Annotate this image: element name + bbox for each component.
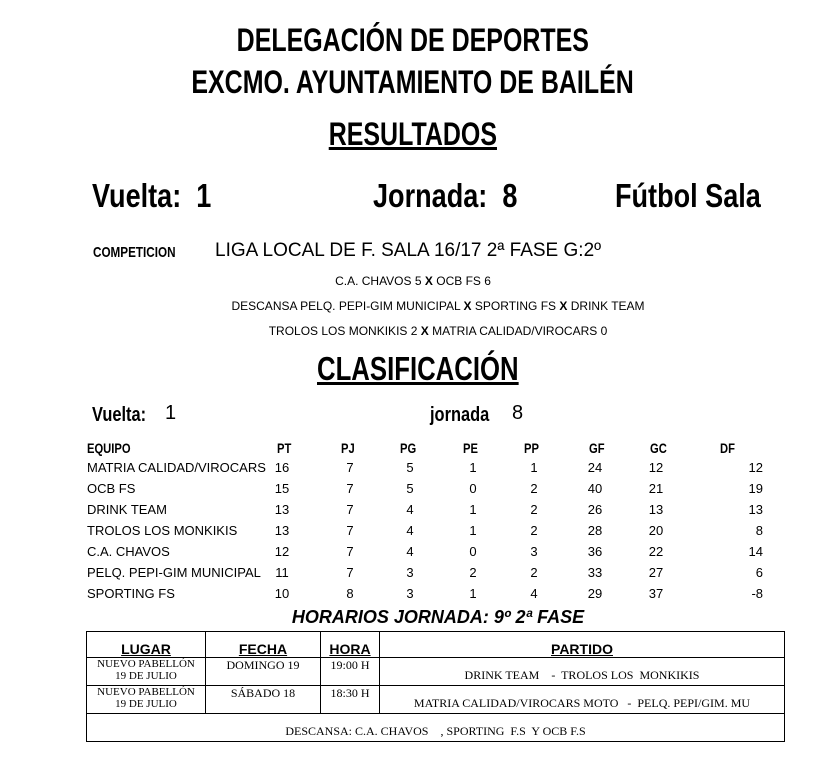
cell-pe: 2 bbox=[469, 565, 477, 580]
cell-pj: 7 bbox=[346, 481, 354, 496]
schedule-title: HORARIOS JORNADA: 9º 2ª FASE bbox=[291, 607, 585, 627]
results-title: RESULTADOS bbox=[328, 116, 498, 152]
header-line-2: EXCMO. AYUNTAMIENTO DE BAILÉN bbox=[191, 64, 635, 100]
cell-pt: 13 bbox=[274, 502, 290, 517]
cell-gc: 22 bbox=[648, 544, 664, 559]
team-name: PELQ. PEPI-GIM MUNICIPAL bbox=[87, 565, 261, 580]
cell-df: 8 bbox=[755, 523, 763, 538]
standings-row bbox=[87, 542, 787, 563]
team-name: TROLOS LOS MONKIKIS bbox=[87, 523, 238, 538]
cell-pg: 5 bbox=[406, 481, 414, 496]
result-line: TROLOS LOS MONKIKIS 2 X MATRIA CALIDAD/VIROCARS 0 bbox=[268, 324, 608, 338]
col-header-pj: PJ bbox=[341, 440, 355, 456]
team-name: OCB FS bbox=[87, 481, 136, 496]
cell-pj: 7 bbox=[346, 544, 354, 559]
col-header-pe: PE bbox=[463, 440, 478, 456]
cell-pg: 5 bbox=[406, 460, 414, 475]
cell-pe: 0 bbox=[469, 544, 477, 559]
schedule-col-fecha: FECHA bbox=[206, 632, 321, 658]
standings-vuelta-value: 1 bbox=[165, 402, 177, 424]
header-line-1: DELEGACIÓN DE DEPORTES bbox=[236, 22, 590, 58]
col-header-pt: PT bbox=[277, 440, 292, 456]
team-name: SPORTING FS bbox=[87, 586, 175, 601]
cell-pp: 3 bbox=[530, 544, 538, 559]
standings-table bbox=[87, 438, 787, 605]
cell-gf: 28 bbox=[587, 523, 603, 538]
cell-pt: 10 bbox=[274, 586, 290, 601]
cell-pt: 12 bbox=[274, 544, 290, 559]
cell-df: 6 bbox=[755, 565, 763, 580]
schedule-fecha: SÁBADO 18 bbox=[206, 686, 321, 714]
schedule-col-partido: PARTIDO bbox=[380, 632, 785, 658]
schedule-rest: DESCANSA: C.A. CHAVOS , SPORTING F.S Y OCB F.S bbox=[87, 714, 785, 742]
cell-gf: 33 bbox=[587, 565, 603, 580]
competition-name: LIGA LOCAL DE F. SALA 16/17 2ª FASE G:2º bbox=[215, 240, 602, 261]
cell-pp: 4 bbox=[530, 586, 538, 601]
cell-pp: 2 bbox=[530, 481, 538, 496]
cell-gc: 27 bbox=[648, 565, 664, 580]
cell-pt: 11 bbox=[275, 565, 289, 580]
cell-gf: 24 bbox=[587, 460, 603, 475]
cell-pg: 4 bbox=[406, 523, 414, 538]
schedule-rest-row bbox=[87, 714, 785, 742]
schedule-fecha: DOMINGO 19 bbox=[206, 658, 321, 686]
schedule-header-row bbox=[87, 632, 785, 658]
col-header-equipo: EQUIPO bbox=[87, 440, 131, 456]
cell-pj: 8 bbox=[346, 586, 354, 601]
cell-df: 14 bbox=[748, 544, 763, 559]
cell-pt: 15 bbox=[274, 481, 290, 496]
cell-pe: 1 bbox=[469, 586, 477, 601]
cell-pj: 7 bbox=[346, 460, 354, 475]
col-header-gc: GC bbox=[650, 440, 667, 456]
result-line: C.A. CHAVOS 5 X OCB FS 6 bbox=[335, 274, 491, 288]
schedule-lugar: NUEVO PABELLÓN 19 DE JULIO bbox=[87, 658, 206, 686]
team-name: DRINK TEAM bbox=[87, 502, 167, 517]
col-header-pp: PP bbox=[524, 440, 539, 456]
standings-row bbox=[87, 521, 787, 542]
schedule-lugar: NUEVO PABELLÓN 19 DE JULIO bbox=[87, 686, 206, 714]
cell-gf: 36 bbox=[587, 544, 603, 559]
schedule-hora: 18:30 H bbox=[321, 686, 380, 714]
col-header-pg: PG bbox=[400, 440, 417, 456]
standings-row bbox=[87, 584, 787, 605]
cell-gc: 37 bbox=[648, 586, 664, 601]
standings-row bbox=[87, 563, 787, 584]
competition-label: COMPETICION bbox=[93, 244, 176, 261]
cell-pp: 2 bbox=[530, 502, 538, 517]
cell-gc: 20 bbox=[648, 523, 664, 538]
cell-pj: 7 bbox=[346, 502, 354, 517]
standings-row bbox=[87, 479, 787, 500]
standings-row bbox=[87, 458, 787, 479]
schedule-partido: MATRIA CALIDAD/VIROCARS MOTO - PELQ. PEPI/GIM. MU bbox=[380, 686, 785, 714]
schedule-row bbox=[87, 658, 785, 686]
cell-gc: 21 bbox=[648, 481, 664, 496]
cell-pg: 3 bbox=[406, 586, 414, 601]
cell-pe: 1 bbox=[469, 502, 477, 517]
result-line: DESCANSA PELQ. PEPI-GIM MUNICIPAL X SPORTING FS X DRINK TEAM bbox=[231, 299, 645, 313]
jornada-label: Jornada: 8 bbox=[373, 177, 518, 214]
schedule-partido: DRINK TEAM - TROLOS LOS MONKIKIS bbox=[380, 658, 785, 686]
cell-pj: 7 bbox=[346, 523, 354, 538]
schedule-hora: 19:00 H bbox=[321, 658, 380, 686]
cell-gc: 13 bbox=[648, 502, 664, 517]
team-name: MATRIA CALIDAD/VIROCARS bbox=[87, 460, 266, 475]
vuelta-label: Vuelta: 1 bbox=[92, 177, 212, 214]
standings-jornada-label: jornada bbox=[430, 404, 490, 426]
standings-row bbox=[87, 500, 787, 521]
col-header-gf: GF bbox=[589, 440, 605, 456]
standings-jornada-value: 8 bbox=[512, 402, 524, 424]
cell-gf: 29 bbox=[587, 586, 603, 601]
cell-df: 13 bbox=[748, 502, 763, 517]
cell-pp: 1 bbox=[530, 460, 538, 475]
col-header-df: DF bbox=[720, 440, 735, 456]
cell-df: 19 bbox=[748, 481, 763, 496]
standings-title: CLASIFICACIÓN bbox=[317, 350, 519, 387]
cell-pe: 0 bbox=[469, 481, 477, 496]
schedule-col-lugar: LUGAR bbox=[87, 632, 206, 658]
cell-df: 12 bbox=[748, 460, 763, 475]
cell-df: -8 bbox=[751, 586, 763, 601]
schedule-table bbox=[86, 631, 785, 742]
cell-pp: 2 bbox=[530, 523, 538, 538]
schedule-row bbox=[87, 686, 785, 714]
cell-gc: 12 bbox=[648, 460, 664, 475]
cell-pe: 1 bbox=[469, 523, 477, 538]
cell-pj: 7 bbox=[346, 565, 354, 580]
vuelta-value: 1 bbox=[196, 177, 212, 214]
standings-vuelta-label: Vuelta: bbox=[92, 404, 147, 426]
jornada-value: 8 bbox=[502, 177, 518, 214]
cell-gf: 40 bbox=[587, 481, 603, 496]
standings-header-row bbox=[87, 438, 787, 458]
cell-pg: 4 bbox=[406, 544, 414, 559]
cell-pg: 3 bbox=[406, 565, 414, 580]
cell-pp: 2 bbox=[530, 565, 538, 580]
schedule-col-hora: HORA bbox=[321, 632, 380, 658]
cell-pt: 13 bbox=[274, 523, 290, 538]
cell-pt: 16 bbox=[274, 460, 290, 475]
team-name: C.A. CHAVOS bbox=[87, 544, 170, 559]
cell-gf: 26 bbox=[587, 502, 603, 517]
cell-pg: 4 bbox=[406, 502, 414, 517]
cell-pe: 1 bbox=[469, 460, 477, 475]
sport-name: Fútbol Sala bbox=[615, 177, 761, 214]
